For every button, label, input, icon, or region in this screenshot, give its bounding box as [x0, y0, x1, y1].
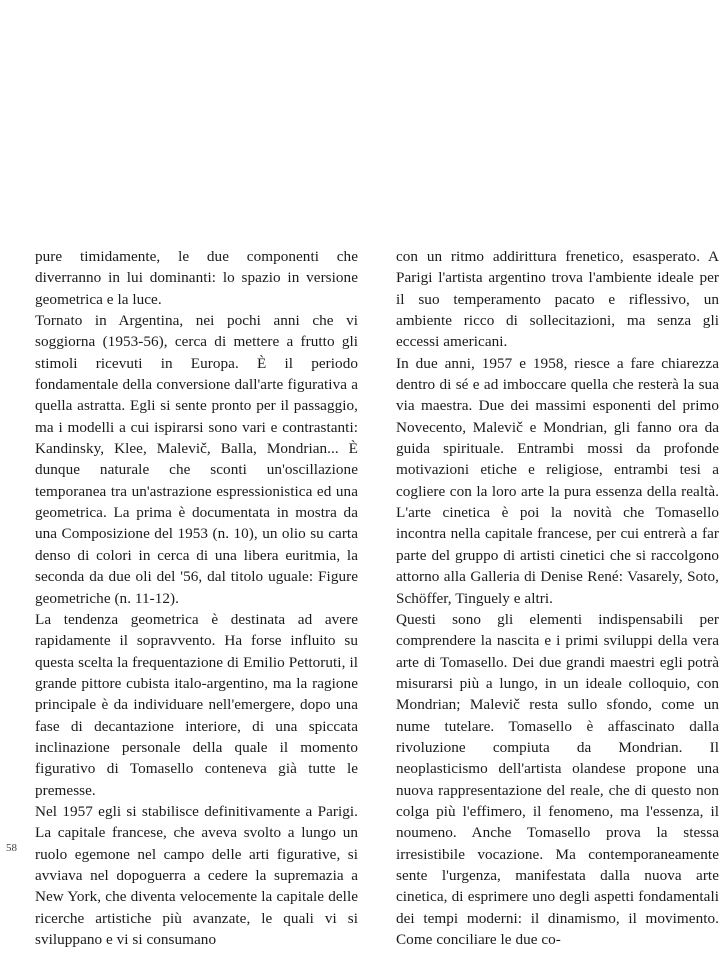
right-text-column [396, 246, 719, 950]
left-text-column [35, 246, 358, 950]
paragraph: In due anni, 1957 e 1958, riesce a fare chiarezza dentro di sé e ad imboccare quella che resterà la sua via maestra. Due dei massimi esponenti del primo Novecento, Malevič e Mondrian, gli fanno ora da guida spirituale. Entrambi mossi da profonde motivazioni etiche e religiose, entrambi tesi a cogliere con la loro arte la pura essenza della realtà. L'arte cinetica è poi la novità che Tomasello incontra nella capitale francese, per cui entrerà a far parte del gruppo di artisti cinetici che si raccolgono attorno alla Galleria di Denise René: Vasarely, Soto, Schöffer, Tinguely e altri. [396, 354, 719, 607]
page-number: 58 [6, 842, 17, 854]
paragraph: La tendenza geometrica è destinata ad avere rapidamente il sopravvento. Ha forse influito su questa scelta la frequentazione di Emilio Pettoruti, il grande pittore cubista italo-argentino, ma la ragione principale è da individuare nell'emergere, dopo una fase di decantazione interiore, di una spiccata inclinazione personale della quale il momento figurativo di Tomasello conteneva già tutte le premesse. [35, 610, 358, 799]
paragraph: Nel 1957 egli si stabilisce definitivamente a Parigi. La capitale francese, che aveva svolto a lungo un ruolo egemone nel campo delle arti figurative, si avviava nel dopoguerra a cedere la supremazia a New York, che diventa velocemente la capitale delle ricerche artistiche più avanzate, le quali vi si sviluppano e vi si consumano [35, 802, 358, 948]
paragraph: Tornato in Argentina, nei pochi anni che vi soggiorna (1953-56), cerca di mettere a frutto gli stimoli ricevuti in Europa. È il periodo fondamentale della conversione dall'arte figurativa a quella astratta. Egli si sente pronto per il passaggio, ma i modelli a cui ispirarsi sono vari e contrastanti: Kandinsky, Klee, Malevič, Balla, Mondrian... È dunque naturale che sconti un'oscillazione temporanea tra un'astrazione espressionistica ed una geometrica. La prima è documentata in mostra da una Composizione del 1953 (n. 10), un olio su carta denso di colori in cerca di una libera euritmia, la seconda da due oli del '56, dal titolo uguale: Figure geometriche (n. 11-12). [35, 312, 358, 607]
paragraph: Questi sono gli elementi indispensabili per comprendere la nascita e i primi sviluppi della vera arte di Tomasello. Dei due grandi maestri egli potrà misurarsi più a lungo, in un ideale colloquio, con Mondrian; Malevič resta sullo sfondo, come un nume tutelare. Tomasello è affascinato dalla rivoluzione compiuta da Mondrian. Il neoplasticismo dell'artista olandese propone una nuova rappresentazione del reale, che di questo non colga più l'effimero, il fenomeno, ma l'essenza, il noumeno. Anche Tomasello prova la stessa irresistibile vocazione. Ma contemporaneamente sente l'urgenza, manifestata dalla nuova arte cinetica, di esprimere uno degli aspetti fondamentali dei tempi moderni: il dinamismo, il movimento. Come conciliare le due co- [396, 610, 719, 948]
paragraph: con un ritmo addirittura frenetico, esasperato. A Parigi l'artista argentino trova l'ambiente ideale per il suo temperamento pacato e riflessivo, un ambiente ricco di sollecitazioni, ma senza gli eccessi americani. [396, 248, 719, 351]
paragraph: pure timidamente, le due componenti che diverranno in lui dominanti: lo spazio in versione geometrica e la luce. [35, 248, 358, 308]
